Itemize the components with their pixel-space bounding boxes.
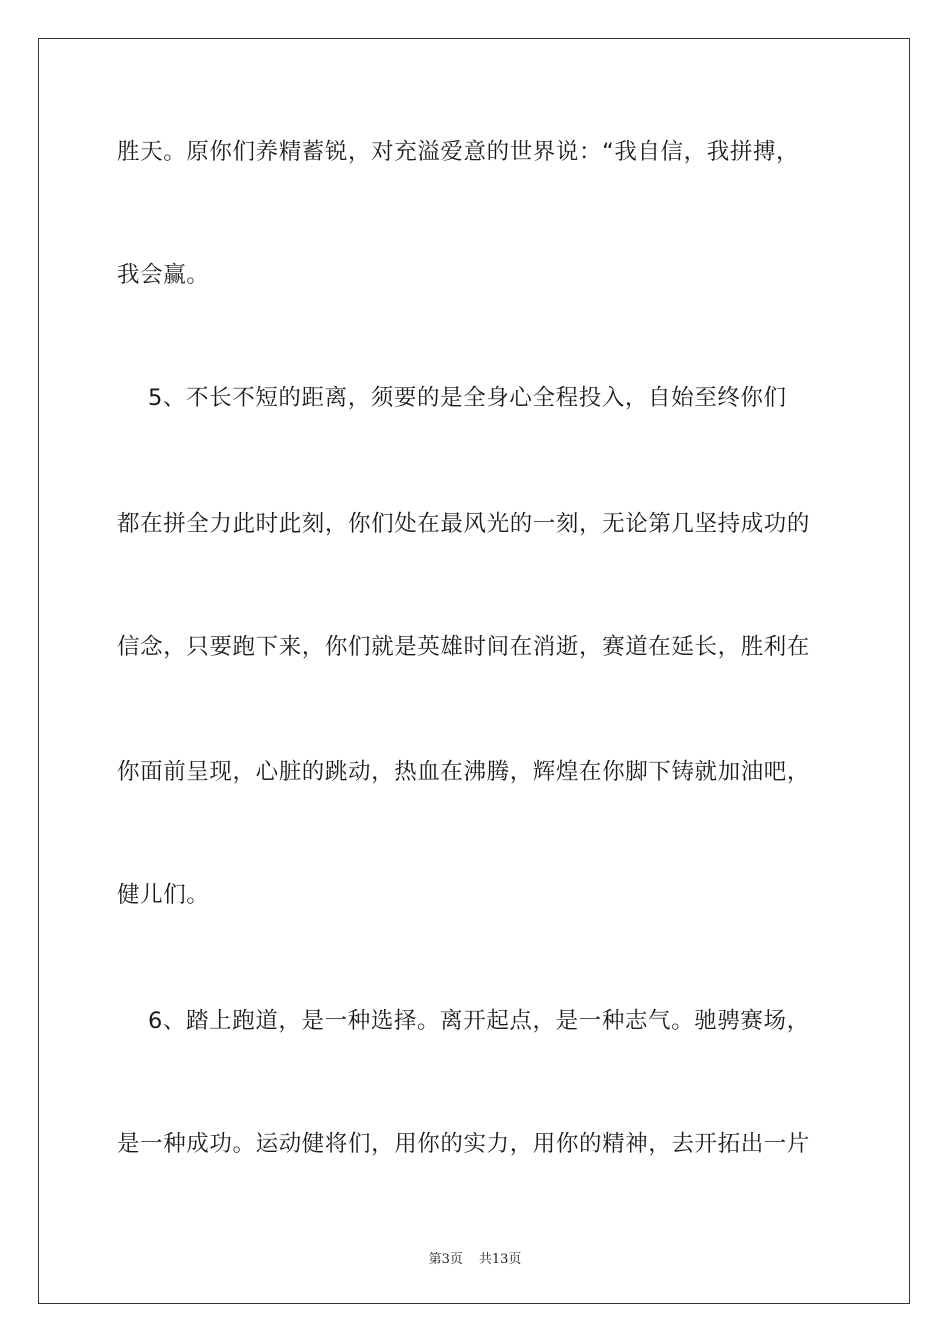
text-line: 是一种成功。运动健将们，用你的实力，用你的精神，去开拓出一片 — [117, 1131, 811, 1157]
paragraph-6-start: 6、踏上跑道，是一种选择。离开起点，是一种志气。驰骋赛场， — [117, 1008, 810, 1034]
text-line: 健儿们。 — [117, 882, 210, 908]
page-border — [38, 38, 910, 1304]
page-footer — [0, 1248, 950, 1267]
text-line: 我会赢。 — [117, 262, 210, 288]
page-total: 共13页 — [478, 1252, 522, 1267]
text-line: 你面前呈现，心脏的跳动，热血在沸腾，辉煌在你脚下铸就加油吧， — [117, 759, 811, 785]
page-number: 第3页 — [428, 1252, 463, 1267]
text-line: 信念，只要跑下来，你们就是英雄时间在消逝，赛道在延长，胜利在 — [117, 634, 811, 660]
text-line: 胜天。原你们养精蓄锐，对充溢爱意的世界说：“我自信，我拼搏， — [117, 139, 800, 165]
paragraph-5-start: 5、不长不短的距离，须要的是全身心全程投入，自始至终你们 — [117, 385, 787, 411]
text-line: 都在拼全力此时此刻，你们处在最风光的一刻，无论第几坚持成功的 — [117, 511, 811, 537]
